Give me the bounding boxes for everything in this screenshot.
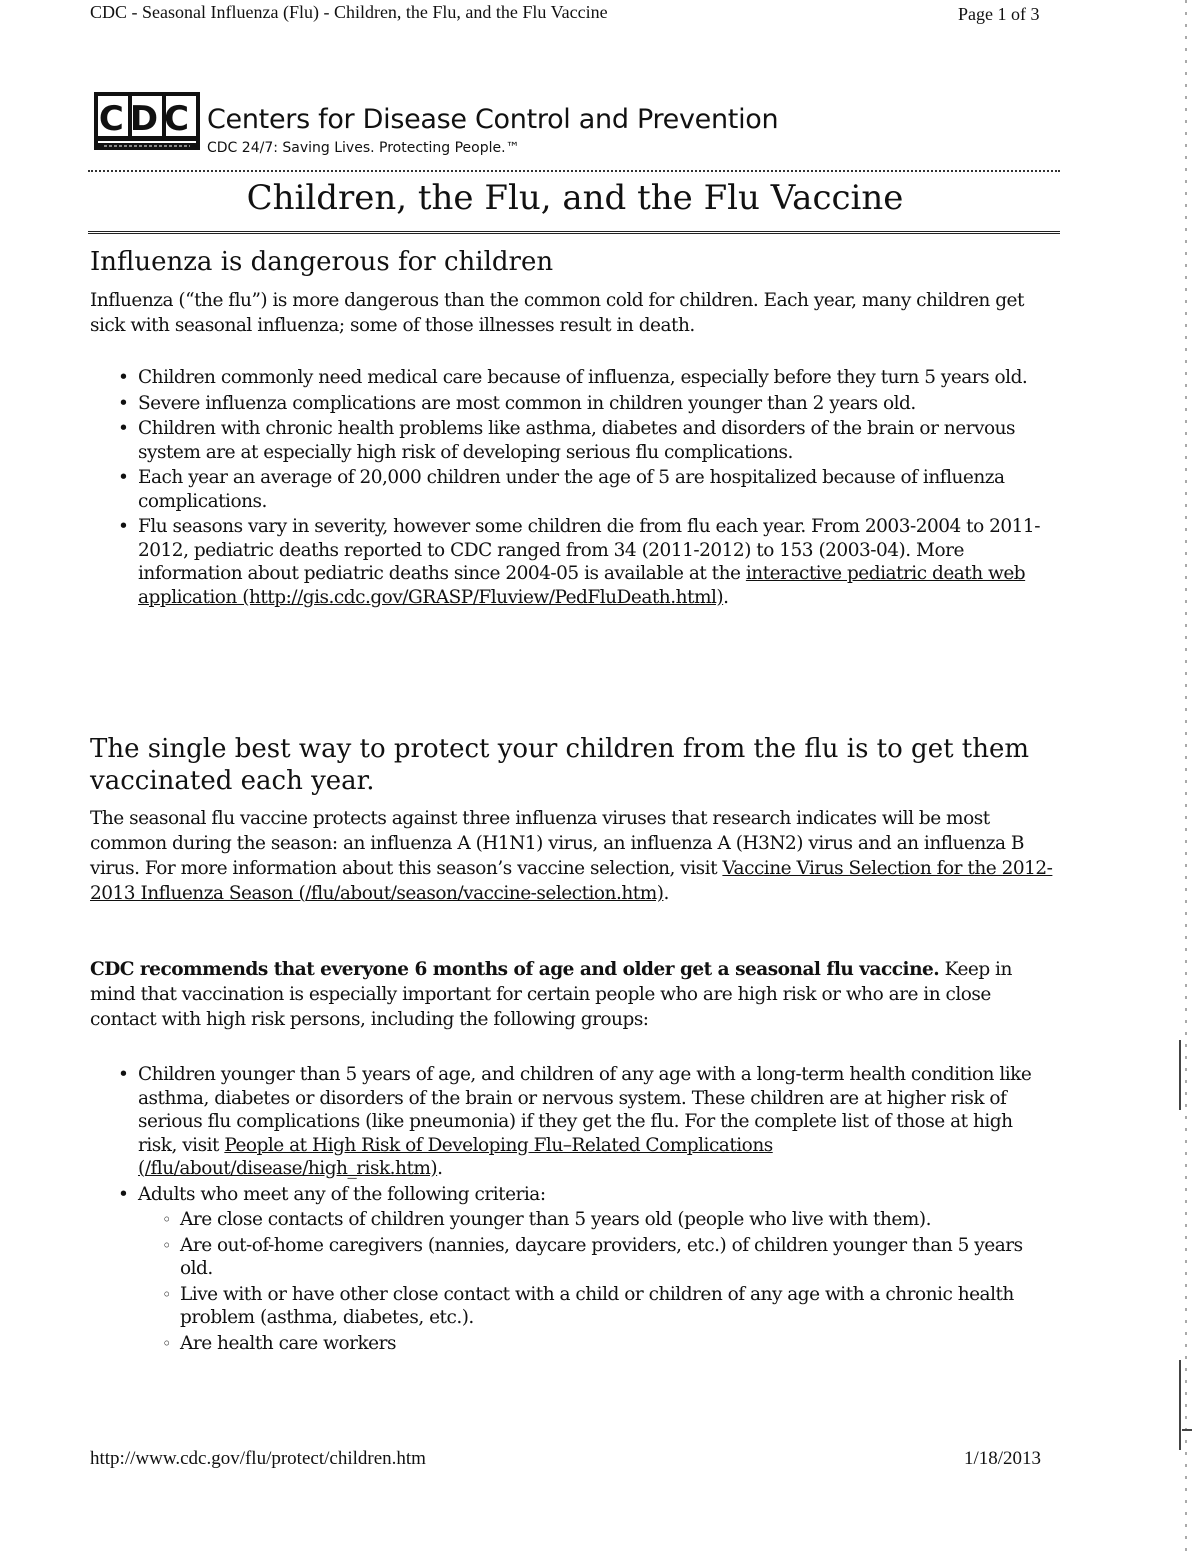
- footer-date: 1/18/2013: [964, 1448, 1042, 1469]
- list-item: [114, 1063, 1044, 1181]
- sub-list-item: ◦ Live with or have other close contact with a child or children of any age with a chronic health problem (asthma, diabetes, etc.).: [158, 1283, 1044, 1330]
- cdc-logo-icon: [94, 92, 200, 150]
- high-risk-group-list: [114, 1063, 1044, 1357]
- risk-bullet-list: [114, 366, 1044, 611]
- recommendation-text: Keep in mind that vaccination is especially important for certain people who are high risk or who are in close contact with high risk persons, including the following groups:: [90, 959, 1012, 1030]
- section-intro: Influenza (“the flu”) is more dangerous than the common cold for children. Each year, many children get sick with seasonal influenza; some of those illnesses result in death.: [90, 290, 1024, 336]
- list-item: • Children commonly need medical care because of influenza, especially before they turn 5 years old.: [114, 366, 1044, 390]
- list-item-end: .: [437, 1158, 443, 1179]
- print-page-number: Page 1 of 3: [958, 4, 1040, 24]
- paragraph-end: .: [663, 883, 669, 904]
- page-title: Children, the Flu, and the Flu Vaccine: [246, 178, 904, 218]
- sub-list-item: ◦ Are close contacts of children younger than 5 years old (people who live with them).: [158, 1208, 1044, 1232]
- list-item-text: Flu seasons vary in severity, however some children die from flu each year. From 2003-2004 to 2011-2012, pediatric deaths reported to CDC ranged from 34 (2011-2012) to 153 (2003-04). More information about pediatric deaths since 2004-05 is available at the: [138, 516, 1040, 584]
- list-item-text: Adults who meet any of the following criteria:: [138, 1183, 546, 1205]
- logo-text: CDC: [98, 99, 196, 139]
- list-item-text: Children younger than 5 years of age, and children of any age with a long-term health condition like asthma, diabetes or disorders of the brain or nervous system. These children are at higher risk of serious flu complications (like pneumonia) if they get the flu. For the complete list of those at high risk, visit: [138, 1064, 1032, 1156]
- sub-list-item: ◦ Are out-of-home caregivers (nannies, daycare providers, etc.) of children younger than 5 years old.: [158, 1234, 1044, 1281]
- vaccine-selection-link[interactable]: Vaccine Virus Selection for the 2012-2013 Influenza Season (/flu/about/season/vaccine-selection.htm): [90, 858, 1053, 904]
- cdc-logo[interactable]: [94, 92, 200, 150]
- title-divider: [88, 231, 1060, 234]
- list-item-end: .: [723, 586, 729, 608]
- list-item: • Children with chronic health problems like asthma, diabetes and disorders of the brain or nervous system are at especially high risk of developing serious flu complications.: [114, 417, 1044, 464]
- list-item: • Each year an average of 20,000 children under the age of 5 are hospitalized because of influenza complications.: [114, 466, 1044, 513]
- scan-margin-marks: [1168, 0, 1192, 1553]
- recommendation-paragraph: [90, 957, 1055, 1032]
- org-tagline: CDC 24/7: Saving Lives. Protecting People.™: [207, 140, 520, 156]
- high-risk-link[interactable]: People at High Risk of Developing Flu–Related Complications (/flu/about/disease/high_risk.htm): [138, 1134, 773, 1179]
- scan-edge-icon: [1168, 0, 1192, 1553]
- list-item: • Severe influenza complications are most common in children younger than 2 years old.: [114, 392, 1044, 416]
- vaccine-paragraph: [90, 806, 1055, 906]
- adult-criteria-list: [138, 1208, 1044, 1355]
- recommendation-bold: CDC recommends that everyone 6 months of age and older get a seasonal flu vaccine.: [90, 959, 940, 980]
- print-header-title: CDC - Seasonal Influenza (Flu) - Children, the Flu, and the Flu Vaccine: [90, 2, 608, 22]
- paragraph-text: The seasonal flu vaccine protects against three influenza viruses that research indicates will be most common during the season: an influenza A (H1N1) virus, an influenza A (H3N2) virus and an influenza B virus. For more information about this season’s vaccine selection, visit: [90, 808, 1025, 879]
- org-name[interactable]: Centers for Disease Control and Prevention: [207, 104, 779, 135]
- list-item: [114, 515, 1044, 609]
- section-heading-dangerous: Influenza is dangerous for children: [90, 247, 554, 277]
- section-heading-vaccinate: The single best way to protect your children from the flu is to get them vaccinated each year.: [90, 734, 1030, 796]
- footer-url: http://www.cdc.gov/flu/protect/children.htm: [90, 1448, 426, 1469]
- sub-list-item: ◦ Are health care workers: [158, 1332, 1044, 1356]
- pediatric-death-app-link[interactable]: interactive pediatric death web application (http://gis.cdc.gov/GRASP/Fluview/PedFluDeath.html): [138, 563, 1026, 608]
- list-item: [114, 1183, 1044, 1356]
- header-divider: [88, 170, 1060, 172]
